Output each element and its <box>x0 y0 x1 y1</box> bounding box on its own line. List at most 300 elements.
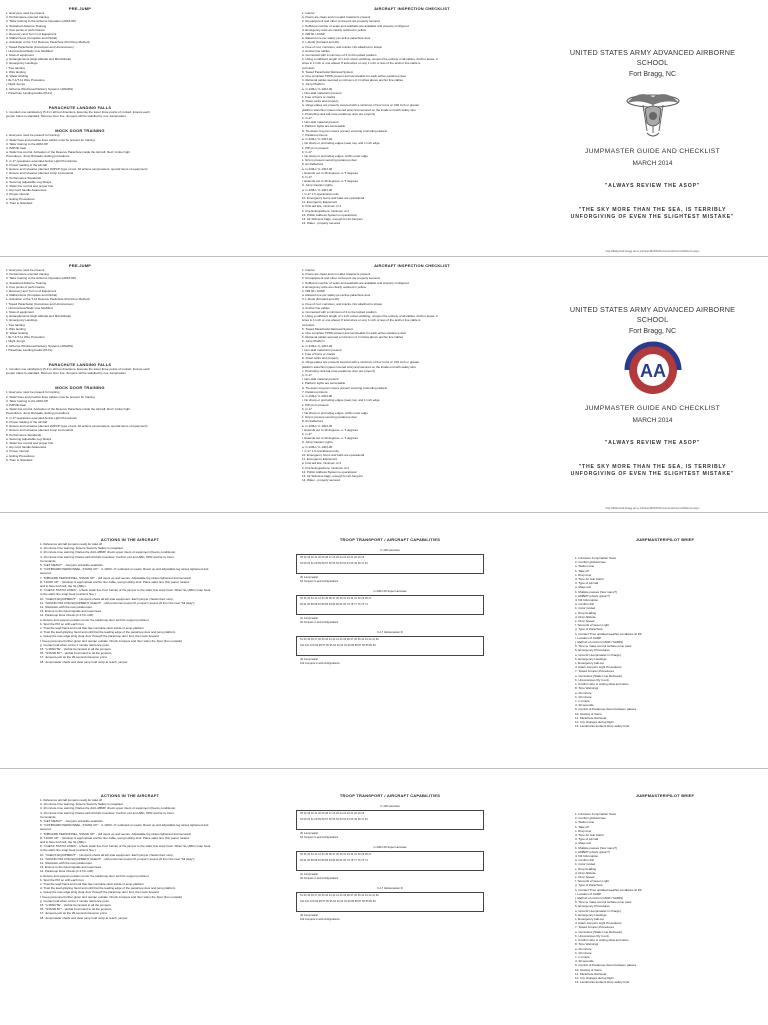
list-item: jumper trains to standard. Remove from line. Jumpers will be satisfied by one Jumpmaster. <box>6 114 127 119</box>
mock-door-list <box>6 133 154 204</box>
list-item: l. Parachute Landing Faults (PLFs) <box>6 347 53 352</box>
list-item: c. Recovery and Turn in of Equipment <box>6 289 57 294</box>
list-item: a. C-130H / C-130J-30 <box>302 444 333 449</box>
list-item: d. 30 seconds <box>575 959 594 964</box>
list-item: ii. Platform lights are serviceable <box>302 381 346 386</box>
pilot-brief-column <box>575 793 755 1025</box>
guide-page-4 <box>0 768 768 1025</box>
list-item: 5. Towed Parachutist Retrieval System <box>302 69 354 74</box>
list-item: a. Ground (Jumpmaster in charge) <box>575 652 621 657</box>
list-item: h. Emergency Landings <box>6 318 38 323</box>
list-item: d. Flash Jumpers Light Procedures <box>575 665 622 670</box>
guide-date: MARCH 2014 <box>632 417 673 424</box>
transport-heading: TROOP TRANSPORT / AIRCRAFT CAPABILITIES <box>339 793 441 798</box>
list-item: Procedures, Jump Refusals, Exiting procedures <box>6 411 70 416</box>
list-item: 1. Interior <box>302 268 315 272</box>
pilot-brief-heading: JUMPMASTER/PILOT BRIEF <box>635 793 695 798</box>
list-item: a. Mass exit <box>575 585 592 590</box>
list-item: ii. Wire landing <box>6 326 26 331</box>
list-item: 2. Confirm global times <box>575 560 606 565</box>
list-item: a. Conscious (Static Line Retrieval) <box>575 929 622 934</box>
list-item: a. Ground (Jumpmaster in charge) <box>575 908 621 913</box>
list-item: i. No sharp or protruding edges, within outer edge <box>302 153 368 158</box>
actions-list <box>40 798 220 920</box>
list-item: e. Activation of the T-11 Reserve Parachute (Pull Drop Method) <box>6 40 90 45</box>
list-item: 4. Anchor line cables <box>302 48 330 53</box>
list-item: a. Conscious (Static Line Retrieval) <box>575 673 622 678</box>
list-item: i. Extends out to 45 degrees +/- 5 degrees <box>302 427 358 432</box>
list-item: i. IE-T-1/T-11 Wire Procedure <box>6 78 45 83</box>
mock-door-heading: MOCK DOOR TRAINING <box>55 128 105 134</box>
list-item: a. 20 minute <box>575 946 592 951</box>
aircraft-note: (4) Jumpmaster <box>300 576 319 579</box>
transport-column <box>290 793 490 1025</box>
list-item: c. Hip Cord handle Awareness <box>6 445 47 450</box>
list-item: 8. Time Warnings <box>575 686 599 691</box>
guide-title: JUMPMASTER GUIDE AND CHECKLIST <box>584 148 721 155</box>
list-item: 4. 10 minute time warning (Varies with Aircraft crossbow. Confirm exit and ABC, DPR anchor by Door <box>40 554 174 559</box>
list-item: d. Malfunctions (Complete and Partial) <box>6 293 58 298</box>
seat-row-top: 46 45 44 43 42 41 40 39 38 37 36 35 34 33 32 31 30 29 28 27 <box>300 853 372 857</box>
list-item: Commands. <box>40 558 57 563</box>
list-item: c. Emergency bail out <box>575 917 604 922</box>
list-item: h. Contact Time updated weather conditions at DZ <box>575 887 642 892</box>
list-item: g. Contact trail when at the 1 minute reference point. <box>40 898 110 903</box>
list-item: i. C-17 1.5 operational units <box>302 448 339 453</box>
list-item: b. Color Coded <box>575 606 596 611</box>
guide-page-3 <box>0 512 768 769</box>
pre-jump-list <box>6 11 154 95</box>
list-item: a. C-130H / C-130J-30 <box>302 343 333 348</box>
list-item: a. C-130H / C-130J-30 <box>302 137 333 142</box>
list-item: 7. Ensure and rehearse planned Jump Commands <box>6 428 74 433</box>
list-item: d. Trust the lead gripping hand and until that the leading edge of the paratroop door and jump platform <box>40 886 176 891</box>
list-item: 4. IMPUE clear <box>6 403 27 408</box>
list-item: g. Entanglements (High Altitude and Mid Altitude) <box>6 314 72 319</box>
list-item: 11. "SOUND OFF FOR EQUIPMENT CHECK" - (All personnel sound off, jumper's sound off from the rear "All okay"). <box>40 600 196 605</box>
list-item: b. Emergency Landings <box>575 912 607 917</box>
list-item: 6. "OUTBOARD PERSONNEL, STAND UP" - C-130/C-17 outboard on seats. Reset up and adjustable leg straps tightened and <box>40 823 209 828</box>
list-item: secured. <box>40 571 52 576</box>
list-item: i. No sharp or protruding edges (seat, lap, and 1 inch edge <box>302 141 380 146</box>
list-item: b. All equipment and other conveyors are properly secured <box>302 276 380 281</box>
aircraft-seat-diagram <box>296 851 484 871</box>
list-item: a. First aid kits, minimum of 4 <box>302 204 342 209</box>
actions-heading: ACTIONS IN THE AIRCRAFT <box>100 793 160 798</box>
aircraft-note: 102 Jumpers in and configurations <box>300 917 340 921</box>
pilot-brief-heading: JUMPMASTER/PILOT BRIEF <box>635 537 695 542</box>
list-item: c. Hip Cord handle Awareness <box>6 188 47 193</box>
list-item: 7. Towed Jumper Procedures <box>575 925 614 930</box>
list-item: 3. Type of Aircraft <box>575 837 599 842</box>
aircraft-seat-diagram <box>296 892 484 912</box>
list-item: b. Five points of performance <box>6 284 45 289</box>
pilot-brief-column <box>575 537 755 769</box>
list-item: e. Exiting Procedures <box>6 453 35 458</box>
list-item: 2. ISB 60 / ANSP <box>302 289 325 294</box>
list-item: 1. Everyone must be present <box>6 11 45 15</box>
list-item: 13. Air Sickness bags, enough for all Jumpers <box>302 216 363 221</box>
list-item: 11. Parachute Retrieval <box>575 971 607 976</box>
pilot-brief-list <box>575 812 755 984</box>
list-item: i. Location of CARP <box>575 891 602 896</box>
list-item: b. C-17 operations extended Amber Light Procedures <box>6 158 77 163</box>
seat-row-top: 51 50 49 48 47 46 45 44 43 42 41 40 39 38 37 36 35 34 33 32 31 30 <box>300 894 379 898</box>
list-item: 13. Landmarks ambient Drop safety brief <box>575 724 630 729</box>
cover-column <box>540 305 765 513</box>
list-item: 4. DZ Information <box>575 854 599 859</box>
list-item: j. Method of control (CARP / GMRS) <box>575 640 624 645</box>
list-item: b. Multiple passes (how many?) <box>575 845 618 850</box>
school-name: UNITED STATES ARMY ADVANCED AIRBORNE SCHOOL <box>569 305 736 324</box>
list-item: ii. Wire landing <box>6 69 26 74</box>
actions-column <box>40 793 220 1025</box>
list-item: 11. "SOUND OFF FOR EQUIPMENT CHECK" - (All personnel sound off, jumper's sound off from the rear "All okay"). <box>40 856 196 861</box>
list-item: d. Time for rear-hatch <box>575 833 604 838</box>
list-item: b. Using a sufficient length of 1 inch cotton webbing, unspool the entirety of all cables. Anchor areas, 3 <box>302 314 438 319</box>
list-item: j. Night Jumps <box>6 339 26 344</box>
list-item: d. Time for rear-hatch <box>575 577 604 582</box>
list-item: j. Method of control (CARP / GMRS) <box>575 896 624 901</box>
list-item: 1. Interior <box>302 11 315 15</box>
list-item: iii. Water landing <box>6 331 29 336</box>
list-item: iii. Tie-down ring pan covers present covering protruding rackets <box>302 128 388 133</box>
list-item: a. C-130H / C-130J-30 <box>302 394 333 399</box>
list-item: b. Using a sufficient length of 1 inch cotton webbing, unspool the entirety of all cables. Anchor areas, 3 <box>302 57 438 62</box>
list-item: 6. "OUTBOARD PERSONNEL, STAND UP" - C-130/C-17 outboard on seats. Reset up and adjustable leg straps tightened and <box>40 567 209 572</box>
list-item: b. Multiple passes (how many?) <box>575 589 618 594</box>
list-item: 1. Reference aircraft jumpers ready for take off. <box>40 798 103 802</box>
list-item: 5. Proper loading of the aircraft <box>6 162 48 167</box>
list-item: a. Free of rust, corrosion, and cracks. Not attached to straps <box>302 301 382 306</box>
list-item: b. Retrieval cables secured a minimum of 4 inches above anchor line cables <box>302 335 404 340</box>
list-item: c. Drop heading <box>575 610 597 615</box>
list-item: f. Towed Parachutist (Conscious and Unconscious) <box>6 301 74 306</box>
list-item: 14. Water - properly secured <box>302 221 340 226</box>
list-item: 3. 20 minute time warning (Varies the 2AU-ABMP, check upper risers of equipment (freeze conditions). <box>40 550 176 555</box>
list-item: 12. Any changes during flight <box>575 975 614 980</box>
list-item: b. C-17 <box>302 373 312 378</box>
list-item: 3. Tailor training to the ADM-OP <box>6 141 49 146</box>
seat-row-bottom: 92 91 90 89 88 87 86 85 84 83 82 81 80 79 78 77 76 75 74 <box>300 603 368 607</box>
aircraft-note: 92 Jumpers in and configurations <box>300 876 339 880</box>
list-item: 5. Towed Parachutist Retrieval System <box>302 326 354 331</box>
list-item: e. Grasp the rear edge wing clear door through the paratroop door ford, then look forward. <box>40 890 160 895</box>
list-item: b. All equipment and other conveyors are properly secured <box>302 19 380 24</box>
actions-heading: ACTIONS IN THE AIRCRAFT <box>100 537 160 542</box>
list-item: b. Color Coded <box>575 862 596 867</box>
list-item: b. Spot the PFI on with each foot <box>40 877 84 882</box>
list-item: 3. Type of Aircraft <box>575 581 599 586</box>
list-item: 9. Jump Caution Lights <box>302 183 333 188</box>
list-item: 5. "GET READY" - Jumpers unbuckle seatbelts. <box>40 563 104 568</box>
list-item: f. Keep personnel further given and reenter outside. Check Jumpers and then when the Spot (from outside) <box>40 638 183 643</box>
pre-jump-heading: PRE-JUMP <box>68 6 92 11</box>
list-item: 2. Static lines and practice lines cables must be present for training <box>6 137 95 142</box>
list-item: 1. Introduce Jumpmaster Team <box>575 556 617 560</box>
list-item: b. C-17 <box>302 406 312 411</box>
location-text: Fort Bragg, NC <box>628 71 677 78</box>
list-item: 4. DZ Information <box>575 598 599 603</box>
list-item: a. First aid kits, minimum of 4 <box>302 461 342 466</box>
list-item: 9. "CHECK STATIC LINES" - (check static line from helmet of the jumper to the static line snap hook. When SL (ABC) snap hook <box>40 844 211 849</box>
list-item: 1. Conduct one satisfactory PLF in all four directions. Execute the lower three points of contact. Ensure each <box>6 110 150 115</box>
list-item: 4. 10 minute time warning (Varies with Aircraft crossbow. Confirm exit and ABC, DPR anchor by Door <box>40 810 174 815</box>
list-item: g. Contact trail when at the 1 minute reference point. <box>40 642 110 647</box>
aircraft-note: (3) Jumpmaster <box>300 658 319 662</box>
list-item: 1. Introduce Jumpmaster Team <box>575 812 617 816</box>
list-item: d. Malfunctions (Complete and Partial) <box>6 36 58 41</box>
list-item: ii. Free of burrs or cracks <box>302 352 336 357</box>
list-item: 5. Proper loading of the aircraft <box>6 419 48 424</box>
pre-jump-list <box>6 268 154 352</box>
aircraft-note: (1) Jumpmaster <box>300 617 319 621</box>
list-item: v. Protruding rack-tail-nose paratroop door are properly <box>302 368 375 373</box>
list-item: a. Connected with a minimum of 4 to the locked position <box>302 53 377 58</box>
list-item: v. Protruding rack-tail-nose paratroop door are properly <box>302 111 375 116</box>
list-item: b. Fire Extinguishers, minimum of 2 <box>302 208 350 213</box>
aircraft-name: C-130J-30 Super Hercules <box>373 845 407 850</box>
sky-quote: "THE SKY MORE THAN THE SEA, IS TERRIBLY UNFORGIVING OF EVEN THE SLIGHTEST MISTAKE" <box>570 464 735 477</box>
list-item: b. 10 minute <box>575 694 592 699</box>
list-item: b. C-17 operations extended Amber Light Procedures <box>6 415 77 420</box>
aircraft-note: (3) Jumpmaster <box>300 914 319 918</box>
list-item: 5. Time to make control surface jump pass <box>575 644 632 649</box>
list-item: 2. 10 minute time warning. Ensure Security Safety is reapplied. <box>40 802 124 807</box>
list-item: h. Emergency Landings <box>6 61 38 66</box>
list-item: k. Airborne Wind/Load Delivery Systems (AWADS) <box>6 343 74 348</box>
list-item: e. Grasp the rear edge wing clear door through the paratroop door ford, then look forward. <box>40 634 160 639</box>
list-item: b. C-17 <box>302 149 312 154</box>
list-item: 7. Paratroop Doors <box>302 389 328 394</box>
list-item: 16. "STAND BY" - Verbal Command to all the jumpers. <box>40 651 113 656</box>
list-item: g. Entanglements (High Altitude and Mid Altitude) <box>6 57 72 62</box>
aircraft-note: 64 Jumpers in and configurations <box>300 579 339 583</box>
list-item: a. Securing Adjustable Leg Straps <box>6 179 52 184</box>
list-item: a. One complete TPRS present and serviceable for each active paratroop door <box>302 331 407 336</box>
list-item: b. Five points of performance <box>6 27 45 32</box>
list-item: wires in 1 inch or one ahead. 8 total wires on any 1 inch or less of the anchor line cable is <box>302 318 421 323</box>
mock-door-heading: MOCK DOOR TRAINING <box>55 385 105 391</box>
list-item: d. 30 seconds <box>575 703 594 708</box>
airborne-insignia-icon <box>621 83 685 143</box>
list-item: b. Retrieval cables secured a minimum of 4 inches above anchor line cables <box>302 78 404 83</box>
list-item: a. 20 minute <box>575 690 592 695</box>
list-item: ii. Platform lights are serviceable <box>302 124 346 129</box>
list-item: 8. "HOOK UP" - (Hookup is appropriate anchor line cable, using locking shut. Place static line (SL) panel, locked, <box>40 835 190 840</box>
list-item: a. Station time <box>575 564 595 569</box>
list-item: d. Flash Jumpers Light Procedures <box>575 921 622 926</box>
list-item: 16. "STAND BY" - Verbal Command to all the jumpers. <box>40 907 113 912</box>
pre-jump-heading: PRE-JUMP <box>68 263 92 268</box>
list-item: iii. Water landing <box>6 74 29 79</box>
asop-quote: "ALWAYS REVIEW THE ASOP" <box>604 183 701 189</box>
list-item: i. Tree landing <box>6 65 25 70</box>
aircraft-name: C-130 Hercules <box>380 548 400 552</box>
plf-heading: PARACHUTE LANDING FALLS <box>48 362 112 368</box>
list-item: 18. Jumpmaster check and clear jump hold ramp to reach, jumper. <box>40 659 129 664</box>
list-item: c. Sufficient number of seats and seatbelts are available and properly configured <box>302 280 409 285</box>
aircraft-name: C-130 Hercules <box>380 804 400 808</box>
inspection-list <box>302 11 522 225</box>
transport-diagrams <box>290 548 490 666</box>
list-item: 12. Shutdown with the rear paratrooper. <box>40 861 93 866</box>
list-item: f. Seconds of Green Light <box>575 623 610 628</box>
list-item: e. Exiting Procedures <box>6 196 35 201</box>
aircraft-seat-diagram <box>296 810 484 830</box>
list-item: a. Allowed one per safety per active parachute door <box>302 293 371 298</box>
list-item: g. Type of Parachute <box>575 883 603 888</box>
list-item: a. Static line control, Activation of the Reserve Parachute inside the Aircraft, Red / Amber light <box>6 150 131 155</box>
plf-list <box>6 110 154 118</box>
list-item: and to face both left, the SL (ABC). <box>40 584 87 589</box>
pilot-brief-list <box>575 556 755 728</box>
list-item: 7. Ensure and rehearse planned Jump Commands <box>6 171 74 176</box>
list-item: c. Trust the lead hand and until that has complete clear inside of jump platform <box>40 882 144 887</box>
list-item: 9. Jump Caution Lights <box>302 440 333 445</box>
list-item: c. AMBPP (check option?) <box>575 849 610 854</box>
list-item: 2. Performance oriented training <box>6 15 49 20</box>
list-item: 12. Public Address System is operational <box>302 469 357 474</box>
list-item: 17. Jumpers exit as the 30 second reference point. <box>40 655 108 660</box>
list-item: d. Proper interval <box>6 449 29 454</box>
aircraft-note: (1) Jumpmaster <box>300 873 319 877</box>
list-item: platform stanchion (steel covered wire) and secured on the inside end with safety wire <box>302 107 416 112</box>
list-item: f. Seconds of Green Light <box>575 879 610 884</box>
aircraft-seat-diagram <box>296 636 484 656</box>
list-item: 7. "INBOARD PERSONNEL, STAND UP" - (All users up and secure, Adjustable leg straps tightened and secured). <box>40 831 192 836</box>
list-item: 8. Time Warnings <box>575 942 599 947</box>
guide-page-1 <box>0 0 768 256</box>
list-item: i. Non-skid material is present <box>302 347 342 352</box>
list-item: c. Confirm who is cutting what and when <box>575 938 629 943</box>
list-item: k. Airborne Wind/Load Delivery Systems (AWADS) <box>6 86 74 91</box>
list-item: 11. Emergency Equipment <box>302 457 338 462</box>
source-url: http://82dportal.bragg.army.mil/sites/82DIV/Documents/Forms/AllItems.aspx <box>605 249 700 253</box>
list-item: c. Sufficient number of seats and seatbelts are available and properly configured <box>302 23 409 28</box>
list-item: 1. Everyone must be present for training <box>6 133 60 138</box>
list-item: 6. Emergency Procedures <box>575 904 610 909</box>
guide-title: JUMPMASTER GUIDE AND CHECKLIST <box>584 405 721 412</box>
list-item: 6. Jump Platform <box>302 339 325 344</box>
list-item: 15. "1 MINUTE" - Verbal Command to all the jumpers. <box>40 903 112 908</box>
list-item: iv. Hinge plates are properly secured with a minimum of four turns of .032 inch or greater <box>302 103 420 108</box>
list-item: i. No sharp or protruding edges (seat, lap, and 1 inch edge <box>302 398 380 403</box>
list-item: b. Spot the PFI on with each foot <box>40 621 84 626</box>
list-item: b. 10 minute <box>575 950 592 955</box>
list-item: 10. "CHECK EQUIPMENT" - (Jumpers check all left side equipment. Each jumper checks their own). <box>40 596 174 601</box>
list-item: corrosion. <box>302 322 316 327</box>
list-item: 10. Emergency horns and bells are operational <box>302 195 365 200</box>
inspection-heading: AIRCRAFT INSPECTION CHECKLIST <box>374 6 450 11</box>
list-item: a. Sustained Airborne Training <box>6 280 47 285</box>
list-item: d. Proper interval <box>6 192 29 197</box>
list-item: i. Unconscious/Static Line Modified <box>6 48 53 53</box>
list-item: d. Drop Altitude <box>575 870 596 875</box>
list-item: b. Fire Extinguishers, minimum of 2 <box>302 465 350 470</box>
list-item: ii. PIP pin is present <box>302 402 329 407</box>
list-item: 8. Performance Standards <box>6 432 42 437</box>
list-item: iii. Down locks and properly <box>302 356 339 361</box>
list-item: b. Unconscious (fly it out) <box>575 933 609 938</box>
mock-door-list <box>6 390 154 461</box>
list-item: 12. Public Address System is operational <box>302 212 357 217</box>
list-item: f. Towed Parachutist (Conscious and Unconscious) <box>6 44 74 49</box>
list-item: ii. Grip is present securing paratroop door <box>302 415 358 420</box>
seat-row-bottom: 64 63 62 61 60 59 58 57 56 55 54 53 52 51 50 49 48 47 46 <box>300 562 368 565</box>
transport-diagrams <box>290 804 490 922</box>
list-item: 14. Paratroop Door Check (C-17/C-130): <box>40 869 95 874</box>
list-item: c. Trust the lead hand and until that has complete clear inside of jump platform <box>40 626 144 631</box>
list-item: ii. Stow of equipment <box>6 53 34 58</box>
list-item: 9. Train to Standard <box>6 457 33 462</box>
list-item: 14. Paratroop Door Check (C-17/C-130): <box>40 613 95 618</box>
list-item: platform stanchion (steel covered wire) and secured on the inside end with safety wire <box>302 364 416 369</box>
list-item: d. Trust the lead gripping hand and until that the leading edge of the paratroop door and jump platform <box>40 630 176 635</box>
list-item: i. Location of CARP <box>575 635 602 640</box>
list-item: a. Station time <box>575 820 595 825</box>
list-item: d. Drop Altitude <box>575 614 596 619</box>
list-item: wires in 1 inch or one ahead. 8 total wires on any 1 inch or less of the anchor line cable is <box>302 61 421 66</box>
location-text: Fort Bragg, NC <box>628 328 677 335</box>
list-item: b. Static line control and proper hits <box>6 183 54 188</box>
list-item: a. Floors are clean and non-skid material is present <box>302 272 371 277</box>
list-item: 9. Train to Standard <box>6 200 33 205</box>
list-item: a. C-130H / C-130J-30 <box>302 187 333 192</box>
list-item: 11. Parachute Retrieval <box>575 715 607 720</box>
list-item: a. Ensure and support position (enter the paratroop door and the support position) <box>40 617 149 622</box>
list-item: iii. Tie-down ring pan covers present covering protruding rackets <box>302 385 388 390</box>
list-item: 10. Closing of doors <box>575 711 602 716</box>
list-item: b. Static line control and proper hits <box>6 440 54 445</box>
list-item: 8. Performance Standards <box>6 175 42 180</box>
list-item: i. IE-T-1/T-11 Wire Procedure <box>6 335 45 340</box>
actions-list <box>40 542 220 664</box>
list-item: f. Keep personnel further given and reenter outside. Check Jumpers and then when the Spot (from outside) <box>40 894 183 899</box>
list-item: jumper trains to standard. Remove from line. Jumpers will be satisfied by one Jumpmaster. <box>6 371 127 376</box>
list-item: 10. "CHECK EQUIPMENT" - (Jumpers check all left side equipment. Each jumper checks their own). <box>40 852 174 857</box>
list-item: 2. Confirm global times <box>575 816 606 821</box>
list-item: a. Mass exit <box>575 841 592 846</box>
transport-heading: TROOP TRANSPORT / AIRCRAFT CAPABILITIES <box>339 537 441 542</box>
list-item: Procedures, Jump Refusals, Exiting procedures <box>6 154 70 159</box>
list-item: 4. IMPUE clear <box>6 146 27 151</box>
list-item: 13. Ensure to the hand signals and responses. <box>40 865 102 870</box>
list-item: g. Type of Parachute <box>575 627 603 632</box>
list-item: i. Extends out to 45 degrees +/- 5 degrees <box>302 170 358 175</box>
aircraft-seat-diagram <box>296 595 484 615</box>
list-item: c. Confirm who is cutting what and when <box>575 682 629 687</box>
seat-row-top: 46 45 44 43 42 41 40 39 38 37 36 35 34 33 32 31 30 29 28 27 <box>300 597 372 601</box>
list-item: 1. Conduct one satisfactory PLF in all four directions. Execute the lower three points of contact. Ensure each <box>6 367 150 372</box>
list-item: c. 1 minute <box>575 698 590 703</box>
list-item: ii. Free of burrs or cracks <box>302 95 336 100</box>
list-item: ii. Stow of equipment <box>6 310 34 315</box>
source-url: http://82dportal.bragg.army.mil/sites/82DIV/Documents/Forms/AllItems.aspx <box>605 506 700 510</box>
list-item: 9. "CHECK STATIC LINES" - (check static line from helmet of the jumper to the static line snap hook. When SL (ABC) snap hook <box>40 588 211 593</box>
aircraft-note: 64 Jumpers in and configurations <box>300 835 339 839</box>
list-item: h. Contact Time updated weather conditions at DZ <box>575 631 642 636</box>
aircraft-name: C-17 Globemaster III <box>377 630 403 635</box>
list-item: 5. "GET READY" - Jumpers unbuckle seatbelts. <box>40 819 104 824</box>
inspection-column <box>302 6 522 256</box>
seat-row-bottom: 102 101 100 99 98 97 96 95 94 93 92 91 90 89 88 87 86 85 84 83 <box>300 644 376 648</box>
seat-row-top: 35 34 33 32 31 30 29 28 27 26 25 24 23 22 21 20 19 18 <box>300 556 365 559</box>
list-item: e. Drop Speed <box>575 875 595 880</box>
list-item: 4. Anchor line cables <box>302 305 330 310</box>
list-item: 6. Ensure and rehearse planned JMPCP (type of exit, All actions jumpmasters, special items of equipment) <box>6 167 148 172</box>
list-item: 8. Air Deflectors <box>302 419 324 424</box>
